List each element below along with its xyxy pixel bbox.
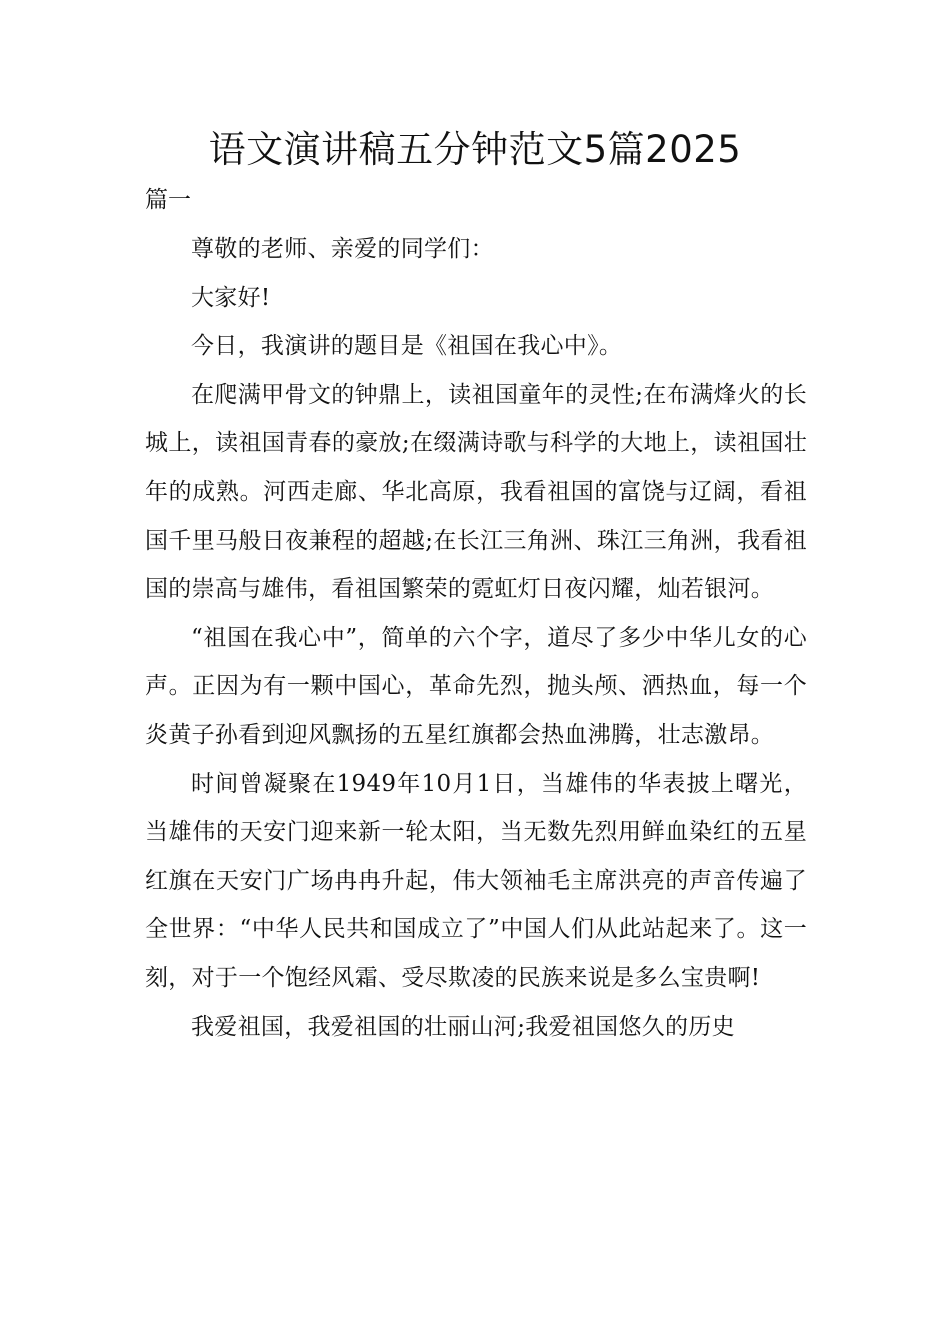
- paragraph-body-2: “祖国在我心中”，简单的六个字，道尽了多少中华儿女的心声。正因为有一颗中国心，革命先烈，抛头颅、洒热血，每一个炎黄子孙看到迎风飘扬的五星红旗都会热血沸腾，壮志激昂。: [145, 624, 807, 748]
- paragraph-hello: 大家好!: [191, 284, 271, 311]
- paragraph-greeting: 尊敬的老师、亲爱的同学们：: [191, 236, 494, 262]
- document-title: 语文演讲稿五分钟范文5篇2025: [208, 128, 742, 171]
- document-body: [145, 225, 807, 1051]
- section-label: 篇一: [145, 187, 191, 213]
- paragraph-body-4: 我爱祖国，我爱祖国的壮丽山河;我爱祖国悠久的历史: [191, 1013, 735, 1040]
- paragraph-body-1: 在爬满甲骨文的钟鼎上，读祖国童年的灵性;在布满烽火的长城上，读祖国青春的豪放;在缀满诗歌与科学的大地上，读祖国壮年的成熟。河西走廊、华北高原，我看祖国的富饶与辽阔，看祖国千里马般日夜兼程的超越;在长江三角洲、珠江三角洲，我看祖国的崇高与雄伟，看祖国繁荣的霓虹灯日夜闪耀，灿若银河。: [145, 381, 807, 603]
- paragraph-topic: 今日，我演讲的题目是《祖国在我心中》。: [191, 333, 623, 360]
- paragraph-body-3: 时间曾凝聚在1949年10月1日，当雄伟的华表披上曙光，当雄伟的天安门迎来新一轮太阳，当无数先烈用鲜血染红的五星红旗在天安门广场冉冉升起，伟大领袖毛主席洪亮的声音传遍了全世界：“中华人民共和国成立了”中国人们从此站起来了。这一刻，对于一个饱经风霜、受尽欺凌的民族来说是多么宝贵啊!: [145, 770, 807, 991]
